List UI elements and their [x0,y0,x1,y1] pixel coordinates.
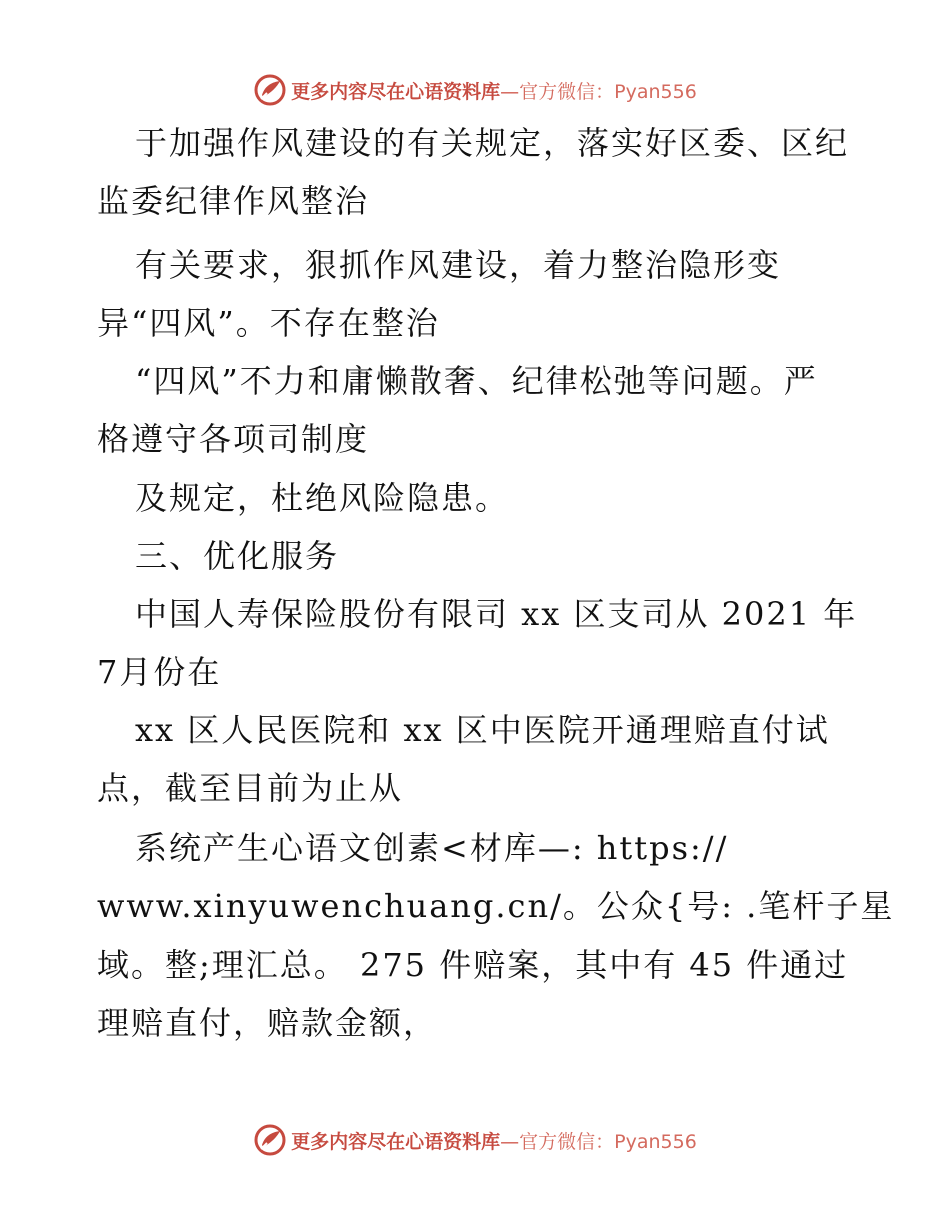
text-line: 于加强作风建设的有关规定，落实好区委、区纪 [135,124,850,162]
text-line: 系统产生心语文创素<材库—: https:// [135,829,729,867]
watermark-separator: — [500,1130,520,1153]
library-logo-icon [253,73,287,107]
text-line: 异“四风”。不存在整治 [97,304,440,342]
watermark-account: 官方微信：Pyan556 [519,80,697,103]
watermark-text [291,77,697,104]
text-line: 中国人寿保险股份有限司 xx 区支司从 2021 年 [135,595,858,633]
text-line: 7月份在 [97,653,222,691]
footer-watermark [0,1120,950,1160]
text-line: “四风”不力和庸懒散奢、纪律松弛等问题。严 [135,362,818,400]
text-line: www.xinyuwenchuang.cn/。公众{号: .笔杆子星 [97,887,895,925]
watermark-main: 更多内容尽在心语资料库 [291,1130,501,1153]
text-line: 格遵守各项司制度 [97,420,370,458]
watermark-separator: — [500,80,520,103]
watermark-text [291,1127,697,1154]
text-line: 及规定，杜绝风险隐患。 [135,479,510,517]
watermark-account: 官方微信：Pyan556 [519,1130,697,1153]
text-line: 域。整;理汇总。 275 件赔案，其中有 45 件通过 [97,946,849,984]
header-watermark [0,70,950,110]
text-line: xx 区人民医院和 xx 区中医院开通理赔直付试 [135,711,830,749]
text-line: 点，截至目前为止从 [97,769,404,807]
section-heading: 三、优化服务 [135,537,340,575]
text-line: 有关要求，狠抓作风建设，着力整治隐形变 [135,246,782,284]
text-line: 理赔直付，赔款金额， [97,1004,438,1042]
library-logo-icon [253,1123,287,1157]
watermark-main: 更多内容尽在心语资料库 [291,80,501,103]
text-line: 监委纪律作风整治 [97,182,370,220]
